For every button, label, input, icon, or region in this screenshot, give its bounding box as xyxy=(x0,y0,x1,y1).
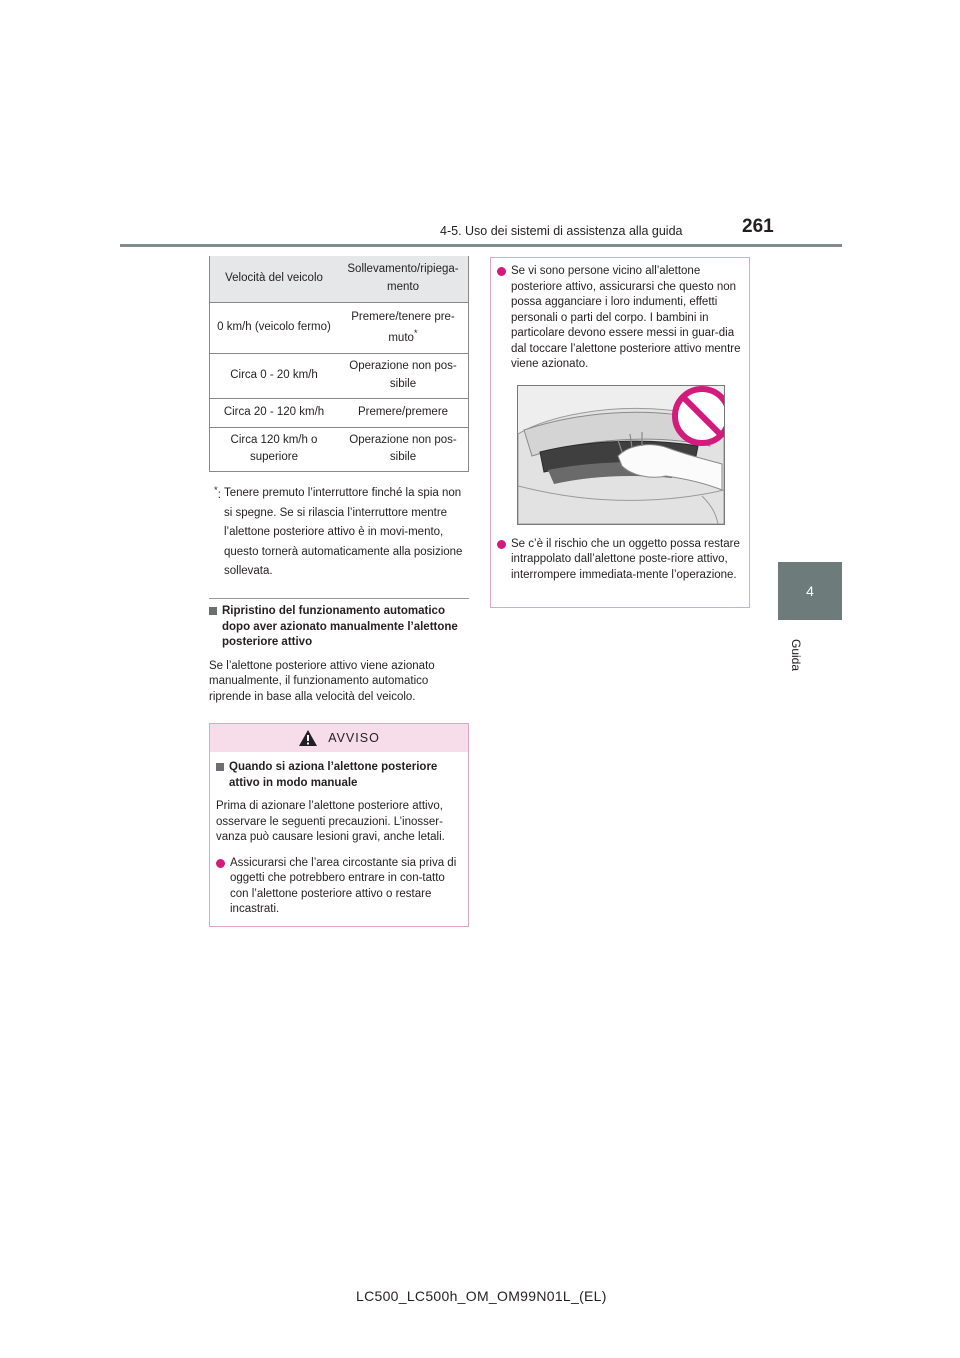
manual-code: LC500_LC500h_OM_OM99N01L_(EL) xyxy=(356,1288,607,1304)
table-cell-speed: Circa 20 - 120 km/h xyxy=(210,398,339,427)
table-cell-operation: Premere/premere xyxy=(338,398,469,427)
table-cell-speed: 0 km/h (veicolo fermo) xyxy=(210,303,339,354)
speed-operation-table xyxy=(209,256,469,472)
header-rule xyxy=(120,244,842,247)
table-cell-operation: Operazione non pos-sibile xyxy=(338,354,469,399)
spoiler-hand-illustration xyxy=(517,385,725,525)
chapter-number: 4 xyxy=(806,583,814,599)
rear-spoiler-hand-icon xyxy=(518,386,724,524)
bullet-dot-icon xyxy=(497,267,506,276)
section-heading xyxy=(209,604,471,651)
square-bullet-icon xyxy=(209,607,217,615)
table-header-operation: Sollevamento/ripiega-mento xyxy=(338,256,469,303)
warning-subheading xyxy=(216,760,462,791)
warning-subheading-text: Quando si aziona l’alettone posteriore attivo in modo manuale xyxy=(229,761,438,789)
table-cell-speed: Circa 0 - 20 km/h xyxy=(210,354,339,399)
chapter-label xyxy=(786,632,806,678)
section-divider xyxy=(209,598,469,599)
warning-bullet-text: Se vi sono persone vicino all’alettone posteriore attivo, assicurarsi che questo non possa agganciare i loro indumenti, effetti personali o parti del corpo. I bambini in particolare devono essere messi in guar-dia dal toccare l’alettone posteriore attivo mentre viene azionato. xyxy=(511,265,741,370)
warning-paragraph: Prima di azionare l’alettone posteriore attivo, osservare le seguenti precauzioni. L’inosser-vanza può causare lesioni gravi, anche letali. xyxy=(216,800,445,843)
warning-title: AVVISO xyxy=(328,731,380,745)
footnote-asterisk: *: xyxy=(214,485,221,501)
warning-bullet xyxy=(497,537,743,584)
table-row xyxy=(210,354,469,399)
warning-bullet xyxy=(216,856,462,918)
warning-bullet-text: Se c’è il rischio che un oggetto possa restare intrappolato dall’alettone poste-riore attivo, interrompere immediata-mente l’operazione. xyxy=(511,537,740,581)
warning-box xyxy=(209,723,469,927)
chapter-tab xyxy=(778,562,842,620)
table-footnote xyxy=(214,484,470,582)
section-body: Se l’alettone posteriore attivo viene azionato manualmente, il funzionamento automatico riprende in base alla velocità del veicolo. xyxy=(209,659,435,703)
square-bullet-icon xyxy=(216,763,224,771)
table-cell-operation: Operazione non pos-sibile xyxy=(338,427,469,472)
table-header-speed: Velocità del veicolo xyxy=(210,256,339,303)
warning-bullet-text: Assicurarsi che l’area circostante sia priva di oggetti che potrebbero entrare in con-tatto con l’alettone posteriore attivo o restare incastrati. xyxy=(230,856,457,915)
operation-text: Premere/tenere pre-muto xyxy=(351,310,455,344)
table-cell-speed: Circa 120 km/h o superiore xyxy=(210,427,339,472)
table-row xyxy=(210,427,469,472)
warning-header xyxy=(210,724,468,752)
footnote-mark: * xyxy=(413,327,418,339)
bullet-dot-icon xyxy=(216,859,225,868)
warning-bullet xyxy=(497,264,743,373)
table-cell-operation xyxy=(338,303,469,354)
page-header-title: 4-5. Uso dei sistemi di assistenza alla guida xyxy=(440,224,683,238)
warning-triangle-icon xyxy=(298,729,318,747)
page-number: 261 xyxy=(742,216,774,237)
resume-automatic-section xyxy=(209,604,471,705)
table-row xyxy=(210,303,469,354)
table-header-row xyxy=(210,256,469,303)
table-row xyxy=(210,398,469,427)
section-heading-text: Ripristino del funzionamento automatico dopo aver azionato manualmente l’alettone posteriore attivo xyxy=(222,605,458,648)
bullet-dot-icon xyxy=(497,540,506,549)
footnote-text: Tenere premuto l’interruttore finché la spia non si spegne. Se si rilascia l’interruttore mentre l’alettone posteriore attivo è in movi-mento, questo tornerà automaticamente alla posizione sollevata. xyxy=(224,487,463,577)
warning-continued-box xyxy=(490,257,750,608)
chapter-label-text: Guida xyxy=(789,638,803,672)
